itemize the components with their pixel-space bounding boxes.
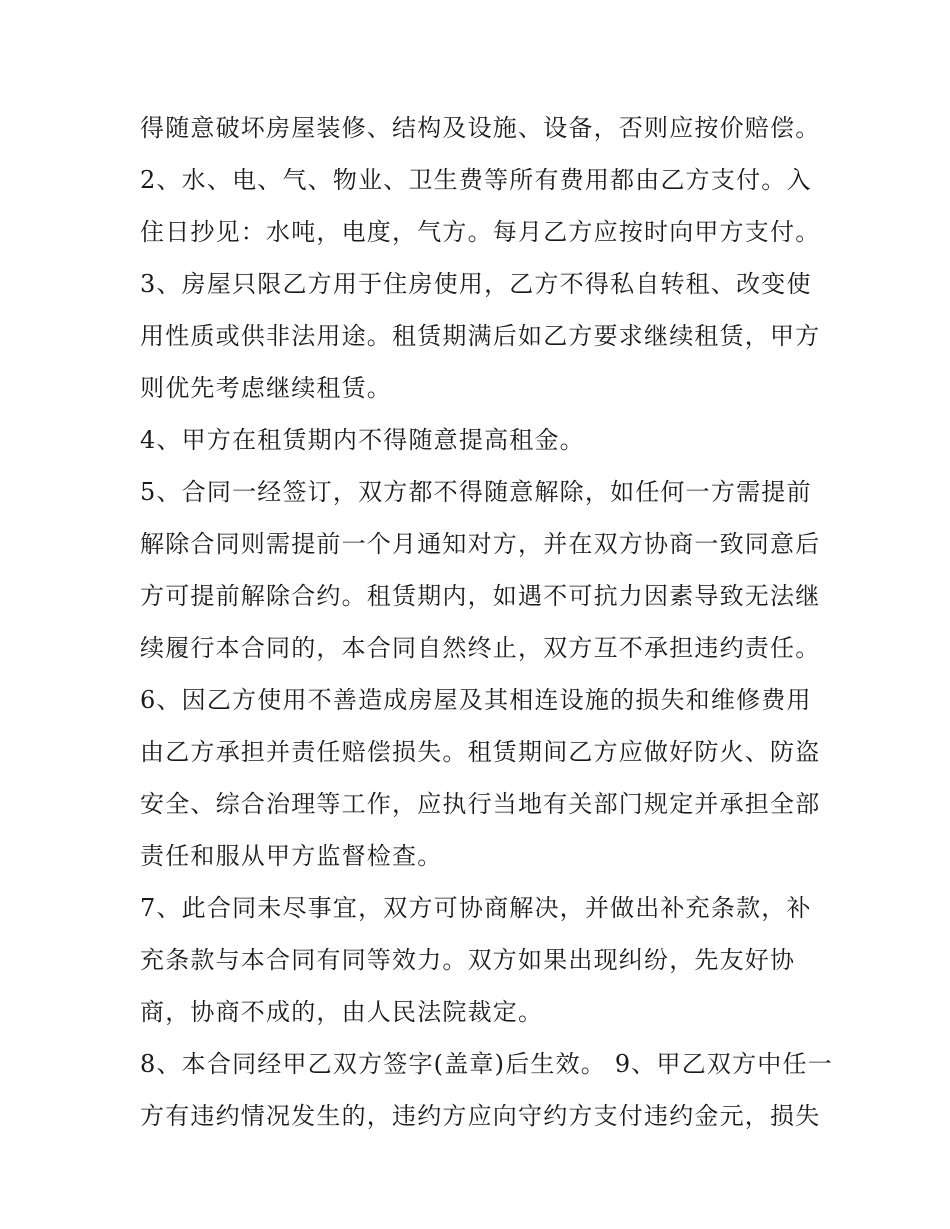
text-line: 方可提前解除合约。租赁期内，如遇不可抗力因素导致无法继 <box>140 582 821 610</box>
text-line: 4、甲方在租赁期内不得随意提高租金。 <box>140 426 585 454</box>
text-line: 由乙方承担并责任赔偿损失。租赁期间乙方应做好防火、防盗 <box>140 738 821 766</box>
text-line: 续履行本合同的，本合同自然终止，双方互不承担违约责任。 <box>140 634 821 662</box>
text-line: 6、因乙方使用不善造成房屋及其相连设施的损失和维修费用 <box>140 686 812 714</box>
text-line: 5、合同一经签订，双方都不得随意解除，如任何一方需提前 <box>140 478 812 506</box>
text-line: 得随意破坏房屋装修、结构及设施、设备，否则应按价赔偿。 <box>140 114 821 142</box>
text-line: 充条款与本合同有同等效力。双方如果出现纠纷，先友好协 <box>140 946 796 974</box>
text-line: 住日抄见：水吨，电度，气方。每月乙方应按时向甲方支付。 <box>140 218 821 246</box>
text-line: 安全、综合治理等工作，应执行当地有关部门规定并承担全部 <box>140 790 821 818</box>
text-line: 商，协商不成的，由人民法院裁定。 <box>140 998 544 1026</box>
text-line: 责任和服从甲方监督检查。 <box>140 842 443 870</box>
text-line: 则优先考虑继续租赁。 <box>140 374 392 402</box>
text-line: 7、此合同未尽事宜，双方可协商解决，并做出补充条款，补 <box>140 894 812 922</box>
text-line: 方有违约情况发生的，违约方应向守约方支付违约金元，损失 <box>140 1102 821 1130</box>
text-line: 解除合同则需提前一个月通知对方，并在双方协商一致同意后 <box>140 530 821 558</box>
text-line: 2、水、电、气、物业、卫生费等所有费用都由乙方支付。入 <box>140 166 812 194</box>
text-line: 用性质或供非法用途。租赁期满后如乙方要求继续租赁，甲方 <box>140 322 821 350</box>
text-line: 8、本合同经甲乙双方签字(盖章)后生效。 9、甲乙双方中任一 <box>140 1050 833 1078</box>
text-line: 3、房屋只限乙方用于住房使用，乙方不得私自转租、改变使 <box>140 270 812 298</box>
